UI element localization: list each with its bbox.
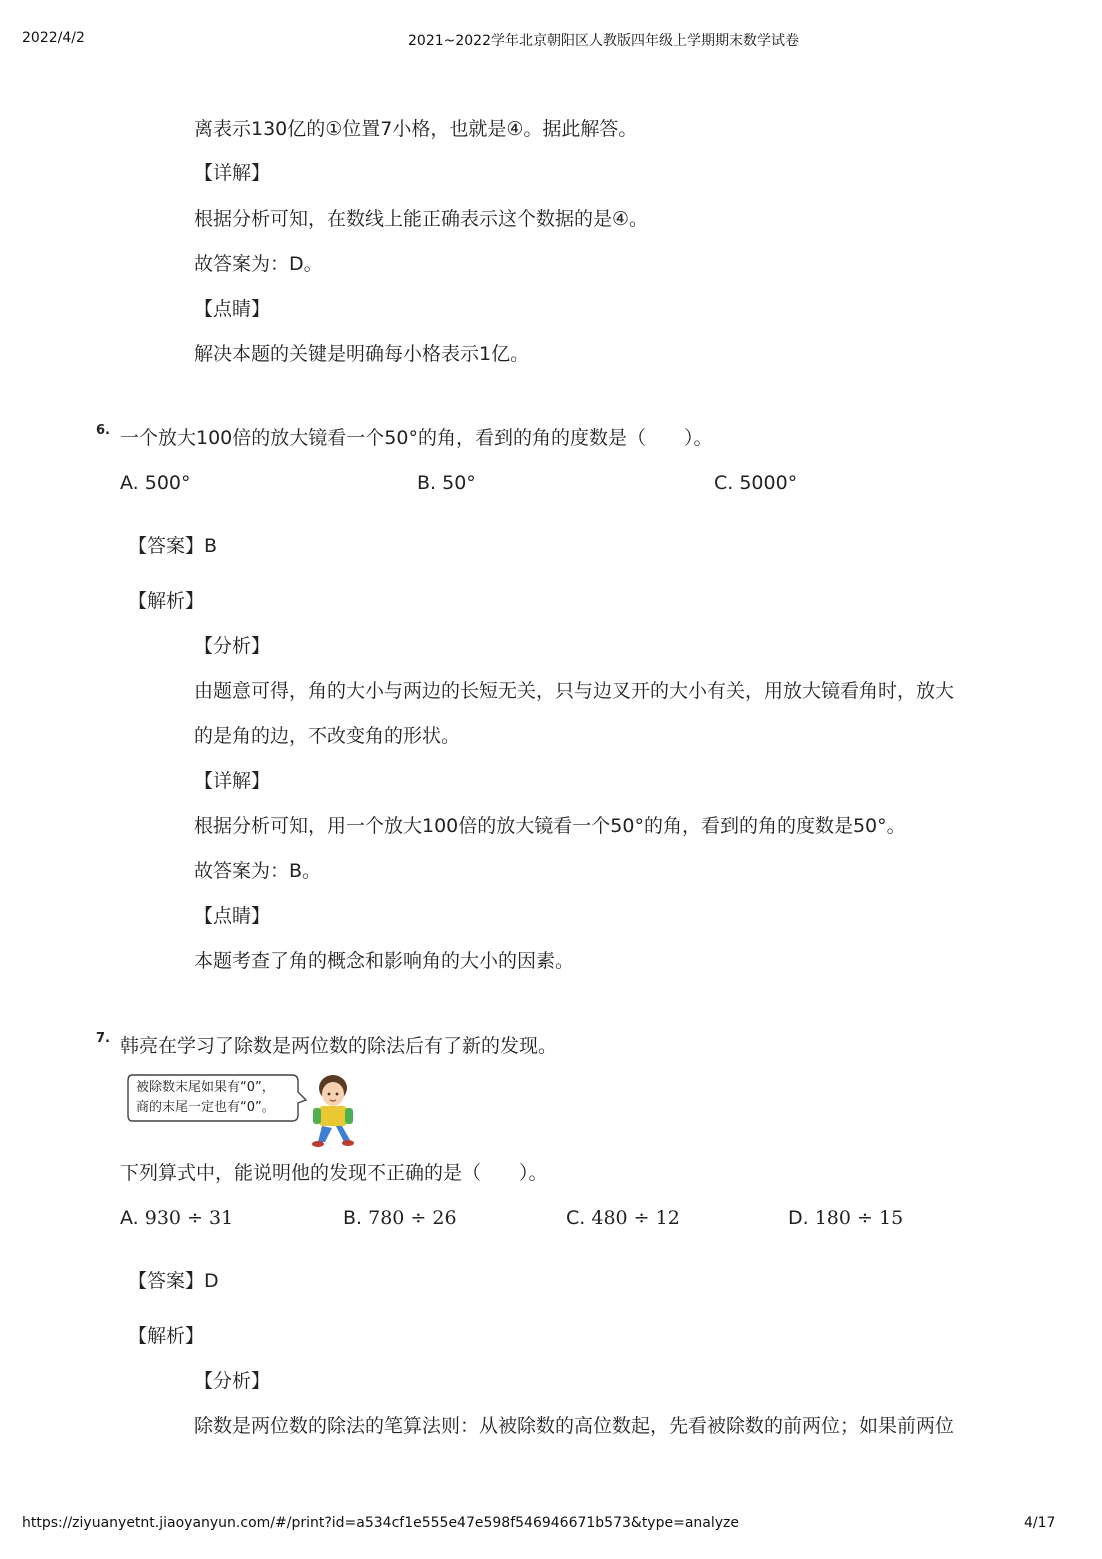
prev-tip-label: 【点睛】 — [194, 298, 271, 320]
q7-question: 下列算式中，能说明他的发现不正确的是（ ）。 — [120, 1162, 548, 1184]
q7-stem: 韩亮在学习了除数是两位数的除法后有了新的发现。 — [120, 1035, 558, 1057]
q7-analysis-label: 【解析】 — [128, 1325, 205, 1347]
q6-option-b: B. 50° — [417, 472, 476, 494]
q7-answer-label: 【答案】 — [128, 1270, 205, 1292]
q6-analysis-line1: 由题意可得，角的大小与两边的长短无关，只与边叉开的大小有关，用放大镜看角时，放大 — [194, 680, 955, 702]
q6-analysis-line2: 的是角的边，不改变角的形状。 — [194, 725, 461, 747]
q6-detail-label: 【详解】 — [194, 770, 271, 792]
bubble-line-1: 被除数末尾如果有“0”， — [136, 1080, 275, 1095]
q6-detail-text: 根据分析可知，用一个放大100倍的放大镜看一个50°的角，看到的角的度数是50°。 — [194, 815, 906, 837]
q7-answer — [128, 1268, 219, 1294]
q7-option-a — [120, 1205, 233, 1231]
q6-sub-analysis-label: 【分析】 — [194, 635, 271, 657]
bubble-line-2: 商的末尾一定也有“0”。 — [136, 1100, 275, 1115]
q6-tip-text: 本题考查了角的概念和影响角的大小的因素。 — [194, 950, 575, 972]
q7-illustration — [126, 1070, 362, 1150]
q7-number: 7. — [96, 1031, 110, 1046]
q7-analysis-line1: 除数是两位数的除法的笔算法则：从被除数的高位数起，先看被除数的前两位；如果前两位 — [194, 1415, 955, 1437]
q7-option-d-expr: 180 ÷ 15 — [814, 1207, 904, 1229]
q7-option-c — [566, 1205, 680, 1231]
q6-stem: 一个放大100倍的放大镜看一个50°的角，看到的角的度数是（ ）。 — [120, 427, 713, 449]
prev-analysis-tail: 离表示130亿的①位置7小格，也就是④。据此解答。 — [194, 118, 638, 140]
q7-option-c-expr: 480 ÷ 12 — [591, 1207, 680, 1229]
q6-number: 6. — [96, 423, 110, 438]
q7-option-a-expr: 930 ÷ 31 — [144, 1207, 234, 1229]
q7-sub-analysis-label: 【分析】 — [194, 1370, 271, 1392]
q7-option-d-letter: D. — [788, 1207, 815, 1229]
q6-analysis-label: 【解析】 — [128, 590, 205, 612]
prev-detail-text: 根据分析可知，在数线上能正确表示这个数据的是④。 — [194, 208, 649, 230]
q6-option-a: A. 500° — [120, 472, 191, 494]
q7-answer-value: D — [204, 1270, 219, 1292]
q7-option-b — [343, 1205, 457, 1231]
prev-tip-text: 解决本题的关键是明确每小格表示1亿。 — [194, 343, 530, 365]
footer-page-number: 4/17 — [1024, 1515, 1056, 1531]
boy-icon — [312, 1075, 354, 1147]
q7-option-b-expr: 780 ÷ 26 — [368, 1207, 457, 1229]
q7-option-a-letter: A. — [120, 1207, 145, 1229]
footer-url[interactable]: https://ziyuanyetnt.jiaoyanyun.com/#/print?id=a534cf1e555e47e598f546946671b573&type=analyze — [22, 1515, 739, 1531]
q6-answer-value: B — [204, 535, 218, 557]
q6-answer-text: 故答案为：B。 — [194, 860, 322, 882]
q6-answer — [128, 533, 217, 559]
q6-option-c: C. 5000° — [714, 472, 798, 494]
q6-tip-label: 【点睛】 — [194, 905, 271, 927]
prev-detail-label: 【详解】 — [194, 162, 271, 184]
q7-option-b-letter: B. — [343, 1207, 369, 1229]
q6-answer-label: 【答案】 — [128, 535, 205, 557]
prev-answer-text: 故答案为：D。 — [194, 253, 323, 275]
header-title: 2021~2022学年北京朝阳区人教版四年级上学期期末数学试卷 — [408, 33, 799, 49]
q7-option-d — [788, 1205, 903, 1231]
header-date: 2022/4/2 — [22, 30, 85, 46]
q7-option-c-letter: C. — [566, 1207, 592, 1229]
